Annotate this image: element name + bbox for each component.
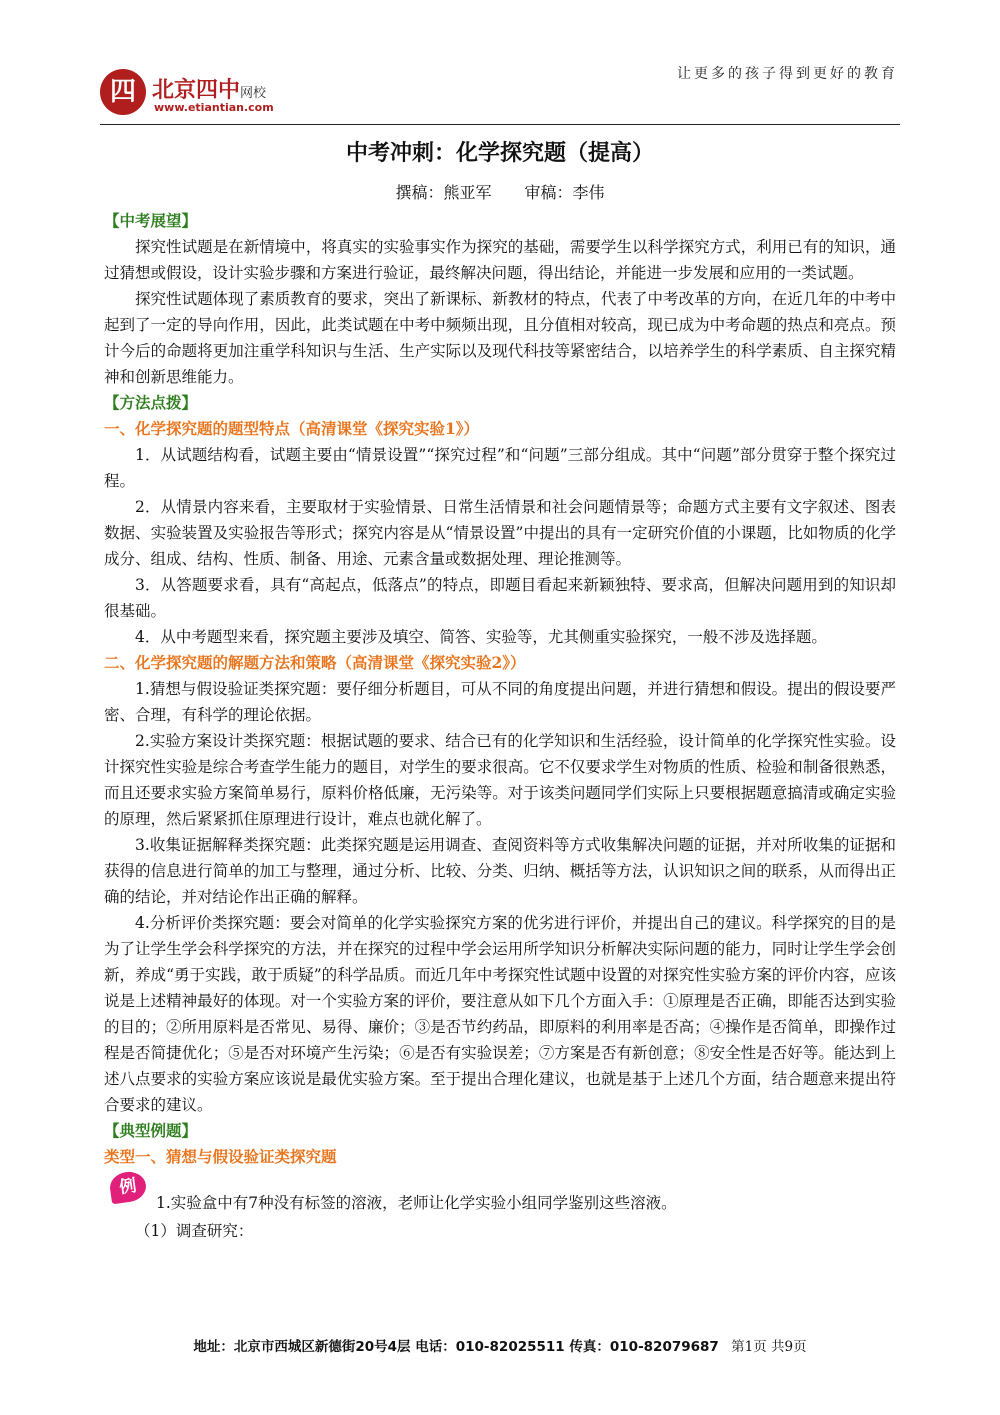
paragraph: 1．从试题结构看，试题主要由“情景设置”“探究过程”和“问题”三部分组成。其中“问题”部分贯穿于整个探究过程。 <box>104 446 896 490</box>
school-logo-icon: 四 <box>100 69 146 115</box>
school-url: www.etiantian.com <box>154 101 274 114</box>
header-divider <box>100 124 900 125</box>
paragraph: 探究性试题是在新情境中，将真实的实验事实作为探究的基础，需要学生以科学探究方式，利用已有的知识，通过猜想或假设，设计实验步骤和方案进行验证，最终解决问题，得出结论，并能进一步发展和应用的一类试题。 <box>104 238 896 282</box>
school-name-main: 北京四中 <box>152 78 241 103</box>
school-name <box>152 73 266 104</box>
subsection-heading-features: 一、化学探究题的题型特点（高清课堂《探究实验1》） <box>104 419 480 438</box>
document-title: 中考冲刺：化学探究题（提高） <box>345 140 654 166</box>
paragraph: 4.分析评价类探究题：要会对简单的化学实验探究方案的优劣进行评价，并提出自己的建议。科学探究的目的是为了让学生学会科学探究的方法，并在探究的过程中学会运用所学知识分析解决实际问题的能力，同时让学生学会创新，养成“勇于实践，敢于质疑”的科学品质。而近几年中考探究性试题中设置的对探究性实验方案的评价内容，应该说是上述精神最好的体现。对一个实验方案的评价，要注意从如下几个方面入手：①原理是否正确，即能否达到实验的目的；②所用原料是否常见、易得、廉价；③是否节约药品，即原料的利用率是否高；④操作是否简单，即操作过程是否简捷优化；⑤是否对环境产生污染；⑥是否有实验误差；⑦方案是否有新创意；⑧安全性是否好等。能达到上述八点要求的实验方案应该说是最优实验方案。至于提出合理化建议，也就是基于上述几个方面，结合题意来提出符合要求的建议。 <box>104 914 896 1114</box>
paragraph: 2.实验方案设计类探究题：根据试题的要求、结合已有的化学知识和生活经验，设计简单的化学探究性实验。设计探究性实验是综合考查学生能力的题目，对学生的要求很高。它不仅要求学生对物质的性质、检验和制备很熟悉，而且还要求实验方案简单易行，原料价格低廉，无污染等。对于该类问题同学们实际上只要根据题意搞清或确定实验的原理，然后紧紧抓住原理进行设计，难点也就化解了。 <box>104 732 896 828</box>
paragraph: 探究性试题体现了素质教育的要求，突出了新课标、新教材的特点，代表了中考改革的方向，在近几年的中考中起到了一定的导向作用，因此，此类试题在中考中频频出现，且分值相对较高，现已成为中考命题的热点和亮点。预计今后的命题将更加注重学科知识与生活、生产实际以及现代科技等紧密结合，以培养学生的科学素质、自主探究精神和创新思维能力。 <box>104 290 896 386</box>
footer-address: 地址：北京市西城区新德街20号4层 电话：010-82025511 传真：010-82079687 <box>193 1339 719 1355</box>
paragraph: 4．从中考题型来看，探究题主要涉及填空、简答、实验等，尤其侧重实验探究，一般不涉及选择题。 <box>135 628 827 646</box>
writer: 撰稿：熊亚军 <box>395 183 492 202</box>
page-header <box>100 55 900 125</box>
paragraph: 1.猜想与假设验证类探究题：要仔细分析题目，可从不同的角度提出问题，并进行猜想和假设。提出的假设要严密、合理，有科学的理论依据。 <box>104 680 896 724</box>
paragraph: 2．从情景内容来看，主要取材于实验情景、日常生活情景和社会问题情景等；命题方式主要有文字叙述、图表数据、实验装置及实验报告等形式；探究内容是从“情景设置”中提出的具有一定研究价值的小课题，比如物质的化学成分、组成、结构、性质、制备、用途、元素含量或数据处理、理论推测等。 <box>104 498 896 568</box>
header-slogan: 让更多的孩子得到更好的教育 <box>677 66 898 82</box>
reviewer: 审稿：李伟 <box>524 183 605 202</box>
paragraph: 3.收集证据解释类探究题：此类探究题是运用调查、查阅资料等方式收集解决问题的证据，并对所收集的证据和获得的信息进行简单的加工与整理，通过分析、比较、分类、归纳、概括等方法，认识知识之间的联系，从而得出正确的结论，并对结论作出正确的解释。 <box>104 836 896 906</box>
section-heading-outlook: 【中考展望】 <box>104 211 198 230</box>
subsection-heading-type1: 类型一、猜想与假设验证类探究题 <box>104 1147 337 1166</box>
authors-line <box>104 178 896 208</box>
page-footer <box>0 1335 1000 1355</box>
paragraph: 3．从答题要求看，具有“高起点，低落点”的特点，即题目看起来新颖独特、要求高，但解决问题用到的知识却很基础。 <box>104 576 896 620</box>
paragraph: （1）调查研究： <box>135 1222 254 1240</box>
page-number: 第1页 共9页 <box>731 1339 807 1355</box>
example-question <box>104 1170 896 1218</box>
section-heading-method: 【方法点拨】 <box>104 393 198 412</box>
document-body <box>104 136 896 1244</box>
subsection-heading-strategies: 二、化学探究题的解题方法和策略（高清课堂《探究实验2》） <box>104 653 526 672</box>
question-text: 1.实验盒中有7种没有标签的溶液，老师让化学实验小组同学鉴别这些溶液。 <box>156 1194 677 1212</box>
school-name-sub: 网校 <box>240 86 267 101</box>
example-badge-icon: 例 <box>108 1170 148 1205</box>
section-heading-examples: 【典型例题】 <box>104 1121 198 1140</box>
